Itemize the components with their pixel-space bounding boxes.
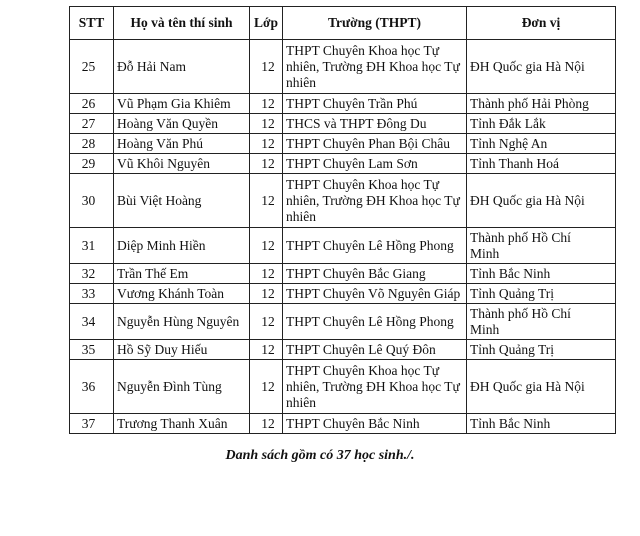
- cell-school: [283, 154, 467, 174]
- cell-stt: 33: [70, 284, 114, 304]
- cell-grade: 12: [250, 340, 283, 360]
- cell-name: Vương Khánh Toàn: [114, 284, 250, 304]
- cell-school-line: nhiên, Trường ĐH Khoa học Tự: [286, 192, 460, 208]
- cell-unit-line: Minh: [470, 321, 500, 337]
- cell-stt: 26: [70, 94, 114, 114]
- table-row: [70, 284, 616, 304]
- cell-unit-line: Tỉnh Đắk Lắk: [470, 115, 546, 131]
- cell-unit-line: ĐH Quốc gia Hà Nội: [470, 378, 585, 394]
- candidate-table: [69, 6, 616, 434]
- header-school: Trường (THPT): [283, 7, 467, 40]
- cell-school-line: THPT Chuyên Khoa học Tự: [286, 42, 440, 58]
- cell-unit-line: Tỉnh Quảng Trị: [470, 285, 555, 301]
- cell-school-line: THPT Chuyên Lê Hồng Phong: [286, 313, 454, 329]
- cell-school: [283, 340, 467, 360]
- header-stt: STT: [70, 7, 114, 40]
- cell-school-line: THPT Chuyên Lam Sơn: [286, 155, 418, 171]
- cell-unit-line: Thành phố Hồ Chí: [470, 305, 571, 321]
- cell-school-line: nhiên: [286, 394, 316, 410]
- cell-school: [283, 134, 467, 154]
- cell-name: Hồ Sỹ Duy Hiếu: [114, 340, 250, 360]
- cell-school-line: nhiên: [286, 208, 316, 224]
- table-row: [70, 264, 616, 284]
- table-row: [70, 94, 616, 114]
- cell-school-line: nhiên: [286, 74, 316, 90]
- cell-school: [283, 40, 467, 94]
- cell-name: Trương Thanh Xuân: [114, 414, 250, 434]
- cell-name: Vũ Phạm Gia Khiêm: [114, 94, 250, 114]
- table-row: [70, 134, 616, 154]
- cell-school: [283, 114, 467, 134]
- cell-school-line: nhiên, Trường ĐH Khoa học Tự: [286, 58, 460, 74]
- cell-name: Bùi Việt Hoàng: [114, 174, 250, 228]
- table-row: [70, 414, 616, 434]
- cell-name: Vũ Khôi Nguyên: [114, 154, 250, 174]
- cell-unit: [467, 414, 616, 434]
- cell-unit-line: Thành phố Hồ Chí: [470, 229, 571, 245]
- cell-school: [283, 284, 467, 304]
- cell-unit: [467, 94, 616, 114]
- cell-stt: 35: [70, 340, 114, 360]
- cell-school-line: THPT Chuyên Khoa học Tự: [286, 362, 440, 378]
- cell-grade: 12: [250, 228, 283, 264]
- table-row: [70, 114, 616, 134]
- table-row: [70, 40, 616, 94]
- cell-grade: 12: [250, 304, 283, 340]
- cell-unit-line: ĐH Quốc gia Hà Nội: [470, 58, 585, 74]
- cell-school: [283, 414, 467, 434]
- table-row: [70, 360, 616, 414]
- table-row: [70, 228, 616, 264]
- cell-grade: 12: [250, 360, 283, 414]
- cell-school: [283, 360, 467, 414]
- cell-unit-line: Tỉnh Bắc Ninh: [470, 265, 551, 281]
- cell-unit: [467, 40, 616, 94]
- cell-school-line: THPT Chuyên Trần Phú: [286, 95, 418, 111]
- table-row: [70, 304, 616, 340]
- cell-unit: [467, 154, 616, 174]
- cell-name: Hoàng Văn Phú: [114, 134, 250, 154]
- cell-grade: 12: [250, 94, 283, 114]
- header-name: Họ và tên thí sinh: [114, 7, 250, 40]
- cell-unit-line: ĐH Quốc gia Hà Nội: [470, 192, 585, 208]
- cell-unit: [467, 340, 616, 360]
- cell-school: [283, 304, 467, 340]
- cell-stt: 36: [70, 360, 114, 414]
- header-grade: Lớp: [250, 7, 283, 40]
- cell-school-line: THPT Chuyên Bắc Ninh: [286, 415, 420, 431]
- table-row: [70, 174, 616, 228]
- header-unit: Đơn vị: [467, 7, 616, 40]
- cell-stt: 37: [70, 414, 114, 434]
- cell-unit: [467, 304, 616, 340]
- cell-school-line: nhiên, Trường ĐH Khoa học Tự: [286, 378, 460, 394]
- cell-grade: 12: [250, 154, 283, 174]
- cell-school: [283, 94, 467, 114]
- cell-name: Nguyễn Đình Tùng: [114, 360, 250, 414]
- cell-school-line: THPT Chuyên Phan Bội Châu: [286, 135, 451, 151]
- cell-unit: [467, 134, 616, 154]
- cell-unit-line: Tỉnh Nghệ An: [470, 135, 548, 151]
- cell-grade: 12: [250, 414, 283, 434]
- cell-stt: 34: [70, 304, 114, 340]
- cell-unit: [467, 264, 616, 284]
- cell-name: Đỗ Hải Nam: [114, 40, 250, 94]
- cell-grade: 12: [250, 134, 283, 154]
- cell-school: [283, 228, 467, 264]
- table-row: [70, 154, 616, 174]
- cell-stt: 25: [70, 40, 114, 94]
- cell-unit-line: Tỉnh Bắc Ninh: [470, 415, 551, 431]
- cell-school-line: THPT Chuyên Lê Hồng Phong: [286, 237, 454, 253]
- cell-name: Hoàng Văn Quyền: [114, 114, 250, 134]
- cell-school: [283, 174, 467, 228]
- cell-unit: [467, 174, 616, 228]
- cell-grade: 12: [250, 114, 283, 134]
- cell-stt: 29: [70, 154, 114, 174]
- cell-school-line: THPT Chuyên Khoa học Tự: [286, 176, 440, 192]
- cell-stt: 27: [70, 114, 114, 134]
- cell-school-line: THCS và THPT Đông Du: [286, 115, 427, 131]
- cell-stt: 32: [70, 264, 114, 284]
- cell-name: Diệp Minh Hiền: [114, 228, 250, 264]
- cell-grade: 12: [250, 40, 283, 94]
- cell-school: [283, 264, 467, 284]
- cell-unit: [467, 228, 616, 264]
- cell-stt: 31: [70, 228, 114, 264]
- cell-unit-line: Tỉnh Quảng Trị: [470, 341, 555, 357]
- cell-unit: [467, 114, 616, 134]
- cell-name: Trần Thế Em: [114, 264, 250, 284]
- cell-unit: [467, 360, 616, 414]
- table-header-row: [70, 7, 616, 40]
- cell-school-line: THPT Chuyên Võ Nguyên Giáp: [286, 285, 461, 301]
- list-summary-note: Danh sách gồm có 37 học sinh./.: [225, 448, 415, 463]
- cell-grade: 12: [250, 264, 283, 284]
- cell-unit: [467, 284, 616, 304]
- cell-grade: 12: [250, 174, 283, 228]
- cell-school-line: THPT Chuyên Bắc Giang: [286, 265, 426, 281]
- cell-grade: 12: [250, 284, 283, 304]
- cell-stt: 30: [70, 174, 114, 228]
- cell-name: Nguyễn Hùng Nguyên: [114, 304, 250, 340]
- cell-stt: 28: [70, 134, 114, 154]
- table-row: [70, 340, 616, 360]
- cell-unit-line: Tỉnh Thanh Hoá: [470, 155, 559, 171]
- cell-unit-line: Thành phố Hải Phòng: [470, 95, 589, 111]
- cell-school-line: THPT Chuyên Lê Quý Đôn: [286, 341, 436, 357]
- table-body: [70, 40, 616, 434]
- cell-unit-line: Minh: [470, 245, 500, 261]
